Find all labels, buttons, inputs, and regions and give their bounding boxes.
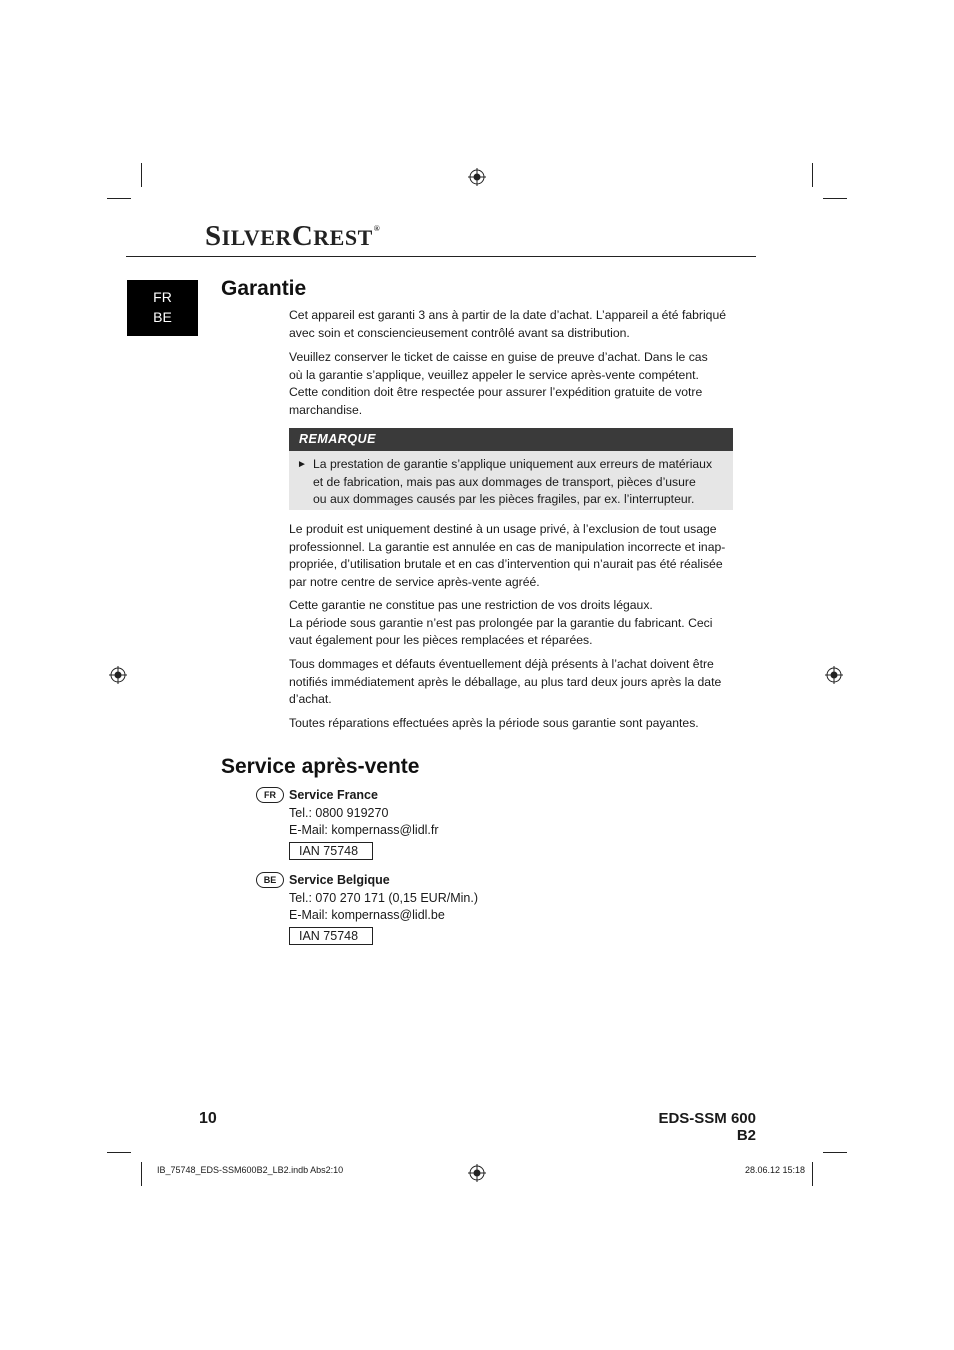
paragraph: Veuillez conserver le ticket de caisse en guise de preuve d’achat. Dans le cas où la garantie s’applique, veuillez appeler le service après-vente compétent. Cette condition doit être respectée pour assurer l’expédition gratuite de votre marchandise. <box>289 350 708 417</box>
print-file-info: IB_75748_EDS-SSM600B2_LB2.indb Abs2:10 <box>157 1165 344 1175</box>
model-number: EDS-SSM 600 B2 <box>658 1110 756 1144</box>
crop-mark <box>141 163 142 187</box>
registration-mark-icon <box>825 666 843 684</box>
crop-mark <box>141 1162 142 1186</box>
paragraph: Cette garantie ne constitue pas une restriction de vos droits légaux. La période sous garantie n’est pas prolongée par la garantie du fabricant. Ceci vaut également pour les pièces remplacées et réparées. <box>289 598 713 647</box>
ian-box: IAN 75748 <box>289 842 373 860</box>
registration-mark-icon <box>109 666 127 684</box>
paragraph: Toutes réparations effectuées après la période sous garantie sont payantes. <box>289 716 699 730</box>
paragraph: Tous dommages et défauts éventuellement déjà présents à l’achat doivent être notifiés immédiatement après le déballage, au plus tard deux jours après la date d’achat. <box>289 657 722 706</box>
paragraph: Le produit est uniquement destiné à un usage privé, à l’exclusion de tout usage professionnel. La garantie est annulée en cas de manipulation incorrecte et inap- propriée, d’utilisation brutale et en cas d’intervention qui n’aurait pas été réalisée par notre centre de service après-vente agréé. <box>289 522 726 589</box>
language-tab <box>127 280 198 336</box>
service-block-belgique: Service Belgique Tel.: 070 270 171 (0,15 EUR/Min.) E-Mail: kompernass@lidl.be <box>289 873 478 922</box>
language-code: FR <box>153 289 172 305</box>
crop-mark <box>823 1152 847 1153</box>
section-title-garantie: Garantie <box>221 277 307 300</box>
page-number: 10 <box>199 1110 217 1127</box>
paragraph: Cet appareil est garanti 3 ans à partir de la date d’achat. L’appareil a été fabriqué avec soin et consciencieusement contrôlé avant sa distribution. <box>289 308 727 340</box>
section-title-service: Service après-vente <box>221 755 420 778</box>
country-badge-be: BE <box>256 872 284 888</box>
ian-box: IAN 75748 <box>289 927 373 945</box>
service-block-france: Service France Tel.: 0800 919270 E-Mail: kompernass@lidl.fr <box>289 788 439 837</box>
country-badge-fr: FR <box>256 787 284 803</box>
language-code: BE <box>153 309 172 325</box>
arrow-right-icon: ► <box>297 459 307 470</box>
crop-mark <box>823 198 847 199</box>
note-header: REMARQUE <box>289 428 733 451</box>
crop-mark <box>812 163 813 187</box>
crop-mark <box>107 1152 131 1153</box>
crop-mark <box>812 1162 813 1186</box>
brand-logo: SILVERCREST® <box>205 220 381 252</box>
registration-mark-icon <box>468 168 486 186</box>
registration-mark-icon <box>468 1164 486 1182</box>
note-body: ► La prestation de garantie s’applique uniquement aux erreurs de matériaux et de fabrication, mais pas aux dommages de transport, pièces d’usure ou aux dommages causés par les pièces fragiles, par ex. l’interrupteur. <box>289 451 733 510</box>
header-rule <box>126 256 756 257</box>
print-date: 28.06.12 15:18 <box>744 1165 805 1175</box>
crop-mark <box>107 198 131 199</box>
